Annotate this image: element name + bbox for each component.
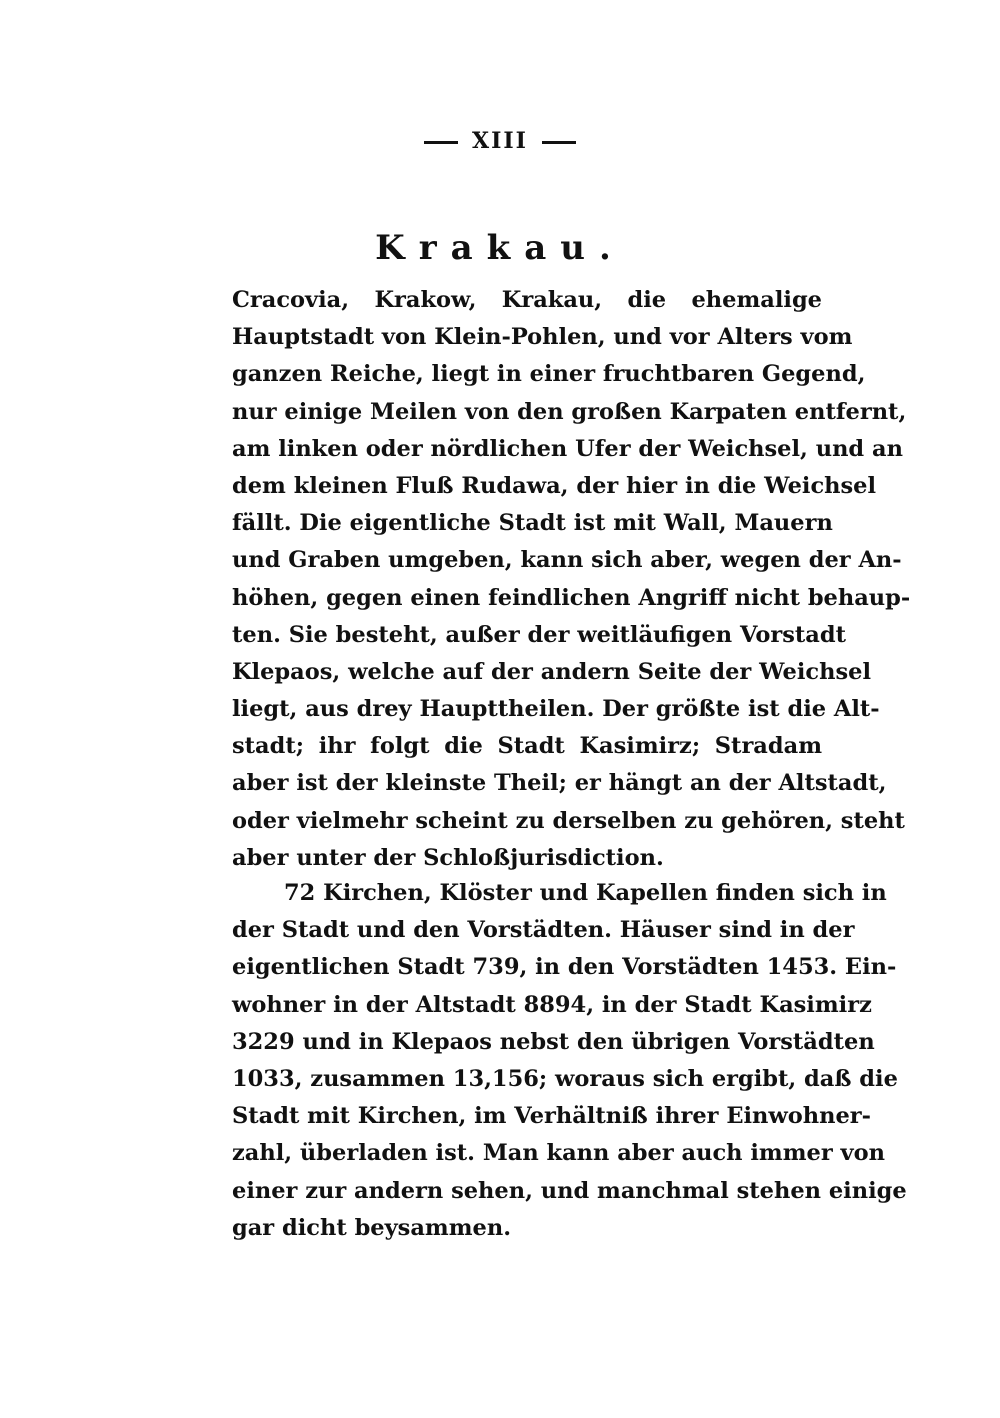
paragraph-2 — [232, 875, 907, 1247]
text-line: liegt, aus drey Haupttheilen. Der größte ist die Alt- — [232, 696, 880, 723]
text-line: 72 Kirchen, Klöster und Kapellen finden sich in — [284, 880, 887, 906]
text-line: 1033, zusammen 13,156; woraus sich ergibt, daß die — [232, 1065, 898, 1092]
paragraph-1 — [232, 282, 911, 877]
text-line: am linken oder nördlichen Ufer der Weichsel, und an — [232, 435, 903, 462]
text-line: stadt; ihr folgt die Stadt Kasimirz; Stradam — [232, 733, 822, 760]
page-number: XIII — [472, 128, 528, 154]
text-line: der Stadt und den Vorstädten. Häuser sind in der — [232, 917, 855, 944]
text-line: fällt. Die eigentliche Stadt ist mit Wall, Mauern — [232, 510, 833, 537]
text-line: Stadt mit Kirchen, im Verhältniß ihrer Einwohner- — [232, 1103, 871, 1130]
chapter-title: Krakau. — [375, 228, 625, 268]
text-line: höhen, gegen einen feindlichen Angriff nicht behaup- — [232, 584, 911, 611]
text-line: ganzen Reiche, liegt in einer fruchtbaren Gegend, — [232, 361, 866, 388]
text-line: ten. Sie besteht, außer der weitläufigen Vorstadt — [232, 621, 847, 648]
text-line: eigentlichen Stadt 739, in den Vorstädten 1453. Ein- — [232, 954, 897, 981]
text-line: aber ist der kleinste Theil; er hängt an der Altstadt, — [232, 770, 887, 797]
text-line: aber unter der Schloßjurisdiction. — [232, 844, 664, 871]
text-line: Klepaos, welche auf der andern Seite der Weichsel — [232, 658, 871, 685]
text-line: gar dicht beysammen. — [232, 1214, 512, 1241]
header-dash-right — [542, 141, 576, 144]
text-line: nur einige Meilen von den großen Karpaten entfernt, — [232, 398, 907, 425]
text-line: einer zur andern sehen, und manchmal stehen einige — [232, 1177, 907, 1204]
header-dash-left — [424, 141, 458, 144]
text-line: 3229 und in Klepaos nebst den übrigen Vorstädten — [232, 1028, 875, 1055]
text-line: und Graben umgeben, kann sich aber, wegen der An- — [232, 547, 902, 574]
text-line: zahl, überladen ist. Man kann aber auch immer von — [232, 1140, 885, 1167]
text-line: Cracovia, Krakow, Krakau, die ehemalige — [232, 287, 822, 313]
text-line: wohner in der Altstadt 8894, in der Stadt Kasimirz — [232, 991, 872, 1018]
text-line: oder vielmehr scheint zu derselben zu gehören, steht — [232, 807, 905, 834]
text-line: dem kleinen Fluß Rudawa, der hier in die Weichsel — [232, 472, 877, 499]
page-header — [0, 128, 1000, 154]
text-line: Hauptstadt von Klein-Pohlen, und vor Alters vom — [232, 324, 853, 351]
